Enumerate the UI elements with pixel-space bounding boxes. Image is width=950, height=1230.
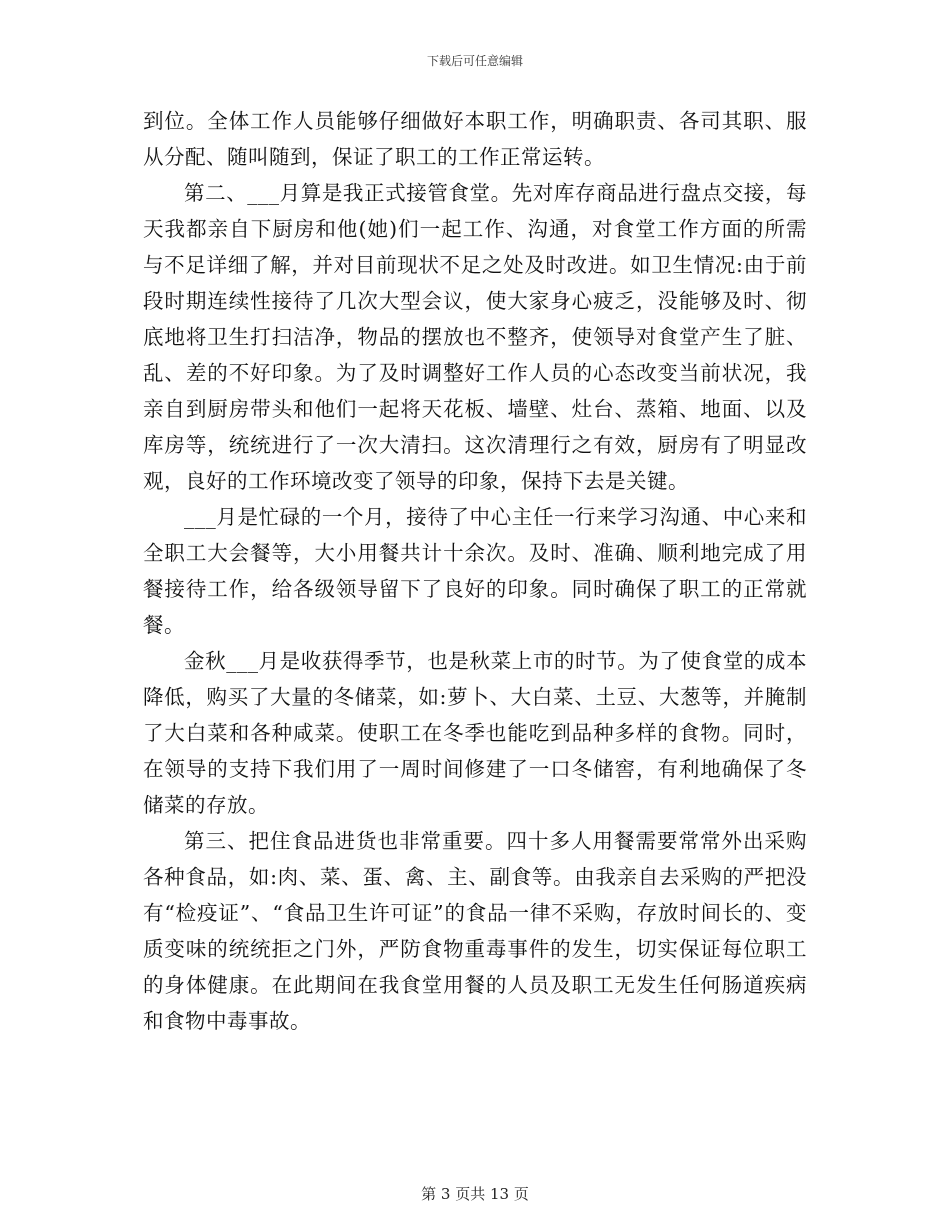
page-header: 下载后可任意编辑 (426, 54, 523, 68)
paragraph-4: 金秋___月是收获得季节，也是秋菜上市的时节。为了使食堂的成本降低，购买了大量的冬储菜，如:萝卜、大白菜、土豆、大葱等，并腌制了大白菜和各种咸菜。使职工在冬季也能吃到品种多样的食物。同时，在领导的支持下我们用了一周时间修建了一口冬储窖，有利地确保了冬储菜的存放。 (143, 649, 807, 817)
document-body (143, 103, 807, 1039)
paragraph-1: 到位。全体工作人员能够仔细做好本职工作，明确职责、各司其职、服从分配、随叫随到，保证了职工的工作正常运转。 (143, 109, 807, 169)
page-number: 第 3 页共 13 页 (421, 1185, 529, 1203)
paragraph-2: 第二、___月算是我正式接管食堂。先对库存商品进行盘点交接，每天我都亲自下厨房和他(她)们一起工作、沟通，对食堂工作方面的所需与不足详细了解，并对目前现状不足之处及时改进。如卫生情况:由于前段时期连续性接待了几次大型会议，使大家身心疲乏，没能够及时、彻底地将卫生打扫洁净，物品的摆放也不整齐，使领导对食堂产生了脏、乱、差的不好印象。为了及时调整好工作人员的心态改变当前状况，我亲自到厨房带头和他们一起将天花板、墙壁、灶台、蒸箱、地面、以及库房等，统统进行了一次大清扫。这次清理行之有效，厨房有了明显改观，良好的工作环境改变了领导的印象，保持下去是关键。 (143, 181, 807, 493)
paragraph-3: ___月是忙碌的一个月，接待了中心主任一行来学习沟通、中心来和全职工大会餐等，大小用餐共计十余次。及时、准确、顺利地完成了用餐接待工作，给各级领导留下了良好的印象。同时确保了职工的正常就餐。 (143, 505, 807, 637)
paragraph-5: 第三、把住食品进货也非常重要。四十多人用餐需要常常外出采购各种食品，如:肉、菜、蛋、禽、主、副食等。由我亲自去采购的严把没有“检疫证”、“食品卫生许可证”的食品一律不采购，存放时间长的、变质变味的统统拒之门外，严防食物重毒事件的发生，切实保证每位职工的身体健康。在此期间在我食堂用餐的人员及职工无发生任何肠道疾病和食物中毒事故。 (143, 829, 807, 1033)
